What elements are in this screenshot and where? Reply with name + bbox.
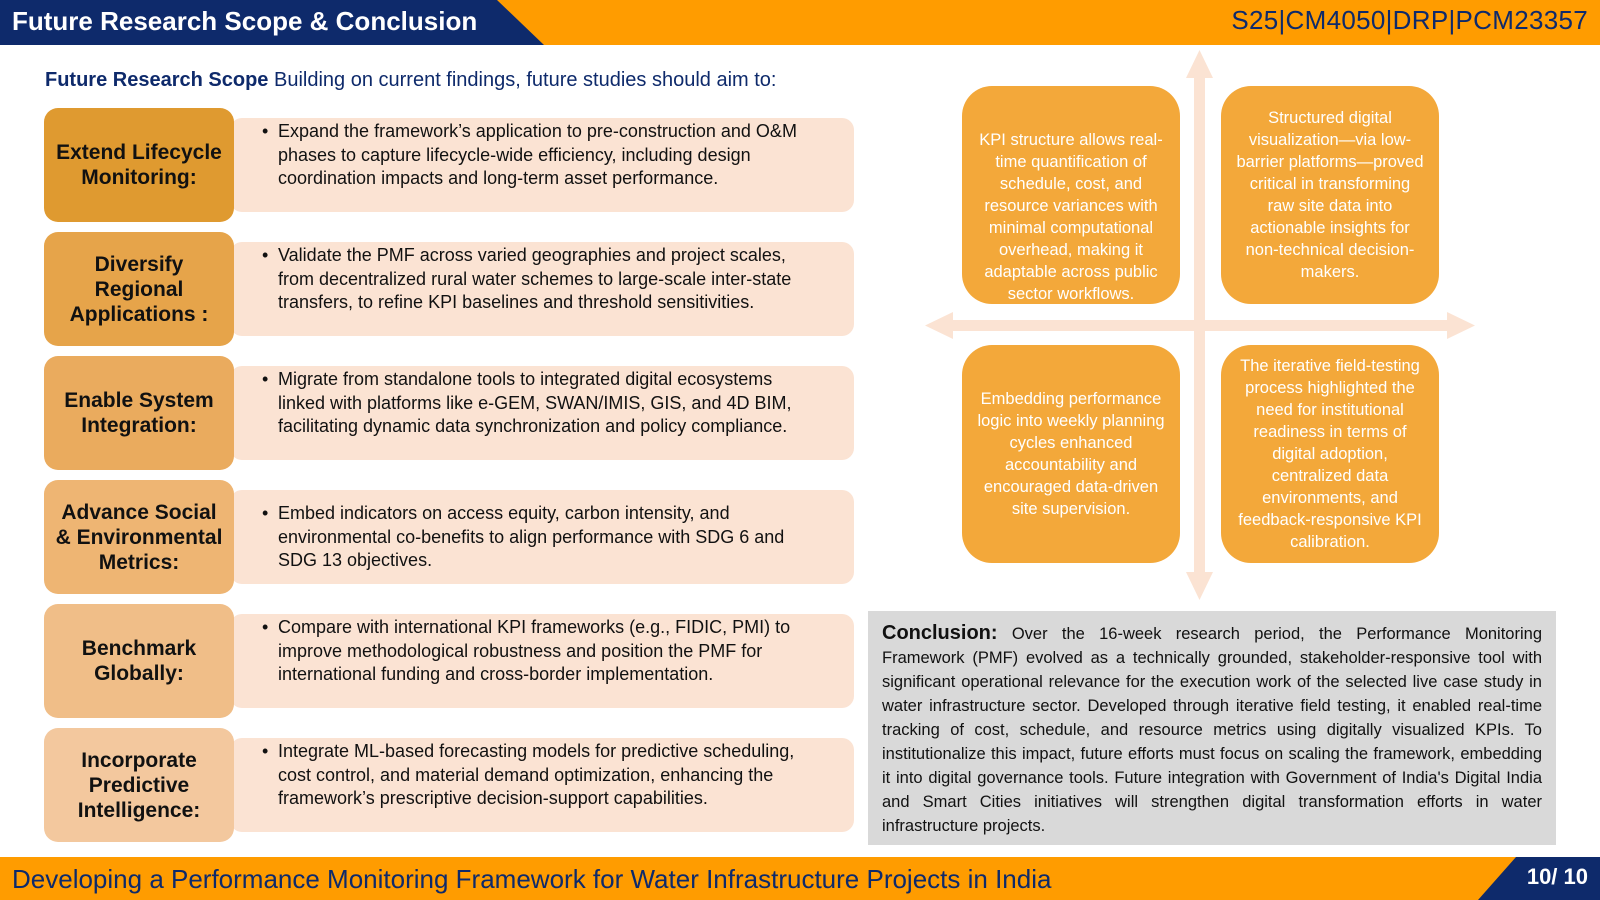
slide-title: Future Research Scope & Conclusion <box>12 6 478 36</box>
scope-row-social-environmental <box>44 480 810 594</box>
scope-description-box <box>230 738 854 832</box>
bullet-icon: • <box>262 245 269 265</box>
footer-title: Developing a Performance Monitoring Framework for Water Infrastructure Projects in India <box>12 864 1052 894</box>
scope-description-box <box>230 118 854 212</box>
scope-label: Extend Lifecycle Monitoring: <box>44 108 234 222</box>
scope-description-box <box>230 366 854 460</box>
scope-intro-heading: Future Research Scope <box>45 69 269 91</box>
scope-description: Expand the framework’s application to pre-construction and O&M phases to capture lifecycle-wide efficiency, including design coordination impacts and long-term asset performance. <box>278 121 797 188</box>
page-number: 10/ 10 <box>1526 864 1588 889</box>
quadrant-text: Structured digital visualization—via low-barrier platforms—proved critical in transforming raw site data into actionable insights for non-technical decision-makers. <box>1236 109 1424 281</box>
quadrant-text: The iterative field-testing process highlighted the need for institutional readiness in terms of digital adoption, centralized data environments, and feedback-responsive KPI calibration. <box>1238 357 1422 551</box>
conclusion-box <box>868 611 1556 845</box>
scope-description: Validate the PMF across varied geographies and project scales, from decentralized rural water schemes to large-scale inter-state transfers, to refine KPI baselines and threshold sensitivities. <box>278 245 792 312</box>
bullet-icon: • <box>262 741 269 761</box>
scope-description: Migrate from standalone tools to integrated digital ecosystems linked with platforms like e-GEM, SWAN/IMIS, GIS, and 4D BIM, facilitating dynamic data synchronization and policy compliance. <box>278 369 792 436</box>
quadrant-top-right <box>1221 86 1439 304</box>
scope-description: Compare with international KPI frameworks (e.g., FIDIC, PMI) to improve methodological robustness and position the PMF for international funding and cross-border implementation. <box>278 617 791 684</box>
scope-description-box <box>230 242 854 336</box>
scope-row-benchmark <box>44 604 810 718</box>
scope-intro <box>45 69 777 92</box>
scope-label: Diversify Regional Applications : <box>44 232 234 346</box>
scope-label: Enable System Integration: <box>44 356 234 470</box>
scope-description: Embed indicators on access equity, carbon intensity, and environmental co-benefits to align performance with SDG 6 and SDG 13 objectives. <box>278 503 785 570</box>
bullet-icon: • <box>262 617 269 637</box>
bullet-icon: • <box>262 369 269 389</box>
scope-description-box <box>230 490 854 584</box>
course-code: S25|CM4050|DRP|PCM23357 <box>1231 5 1588 35</box>
quadrant-text: Embedding performance logic into weekly planning cycles enhanced accountability and encouraged data-driven site supervision. <box>977 390 1165 518</box>
bullet-icon: • <box>262 503 269 523</box>
scope-description: Integrate ML-based forecasting models for predictive scheduling, cost control, and material demand optimization, enhancing the framework’s prescriptive decision-support capabilities. <box>278 741 795 808</box>
quadrant-text: KPI structure allows real-time quantification of schedule, cost, and resource variances with minimal computational overhead, making it adaptable across public sector workflows. <box>979 131 1163 303</box>
conclusion-text: Over the 16-week research period, the Performance Monitoring Framework (PMF) evolved as a technically grounded, stakeholder-responsive tool with significant operational relevance for the execution work of the selected live case study in water infrastructure sector. Developed through iterative field testing, it enabled real-time tracking of cost, schedule, and resource metrics using digitally visualized KPIs. To institutionalize this impact, future efforts must focus on scaling the framework, embedding it into digital governance tools. Future integration with Government of India's Digital India and Smart Cities initiatives will strengthen digital transformation efforts in water infrastructure projects. <box>882 625 1542 835</box>
scope-label: Advance Social & Environmental Metrics: <box>44 480 234 594</box>
bullet-icon: • <box>262 121 269 141</box>
scope-label: Benchmark Globally: <box>44 604 234 718</box>
quadrant-bottom-left <box>962 345 1180 563</box>
quadrant-bottom-right <box>1221 345 1439 563</box>
scope-label: Incorporate Predictive Intelligence: <box>44 728 234 842</box>
scope-row-regional <box>44 232 810 346</box>
scope-row-lifecycle <box>44 108 810 222</box>
scope-row-integration <box>44 356 810 470</box>
scope-row-predictive <box>44 728 810 842</box>
scope-intro-text: Building on current findings, future studies should aim to: <box>268 69 777 91</box>
quadrant-top-left <box>962 86 1180 304</box>
conclusion-label: Conclusion: <box>882 622 998 644</box>
scope-description-box <box>230 614 854 708</box>
